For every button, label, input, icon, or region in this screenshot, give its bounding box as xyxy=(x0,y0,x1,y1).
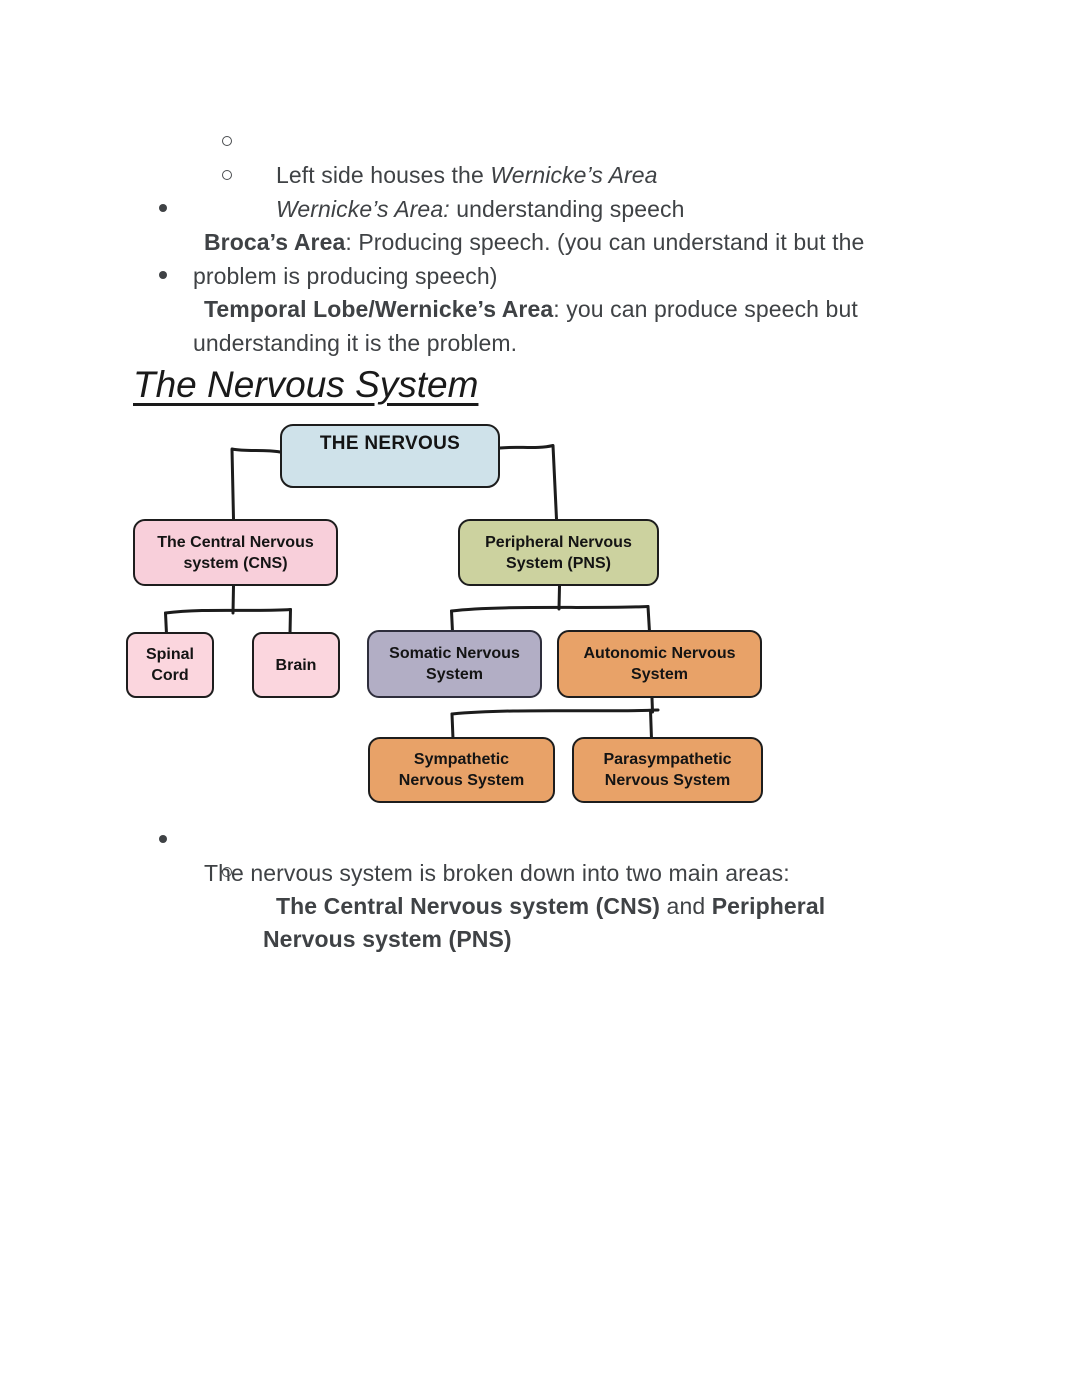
note-line-cns-pns-wrap xyxy=(237,888,512,990)
box-label-line2: System xyxy=(426,666,483,683)
diagram-box-brain xyxy=(252,632,340,698)
box-label-line1: Sympathetic xyxy=(413,751,510,768)
box-label-line1: Somatic Nervous xyxy=(389,645,520,662)
connector-pns-to-autonomic xyxy=(648,607,650,633)
note-text: The nervous system is broken down into two main areas: xyxy=(203,860,790,886)
connector-cns-bracket xyxy=(166,610,291,614)
note-text-bold: Nervous system (PNS) xyxy=(262,926,512,952)
note-text-italic: Wernicke’s Area xyxy=(490,162,658,188)
diagram-box-the-nervous xyxy=(280,424,500,488)
diagram-box-cns xyxy=(133,519,338,586)
disc-bullet-icon xyxy=(159,835,167,843)
box-label-line2: System (PNS) xyxy=(506,554,611,572)
box-label-line2: System xyxy=(631,666,688,683)
box-label-line1: Autonomic Nervous xyxy=(583,645,736,662)
note-text: : Producing speech. (you can understand it but the xyxy=(345,229,865,255)
circle-bullet-icon xyxy=(222,136,232,146)
connector-to-sympathetic xyxy=(452,714,453,739)
note-text: : you can produce speech but xyxy=(553,296,858,322)
connector-cns-to-brain xyxy=(290,610,291,635)
note-text: understanding speech xyxy=(449,196,685,222)
connector-autonomic-bracket xyxy=(452,710,658,714)
note-text-bold: Temporal Lobe/Wernicke’s Area xyxy=(203,296,554,322)
connector-cns-to-spinal xyxy=(166,613,167,634)
connector-root-to-cns xyxy=(232,449,280,519)
diagram-box-autonomic xyxy=(557,630,762,698)
connector-root-to-pns xyxy=(500,446,557,520)
box-label-line1: The Central Nervous xyxy=(157,533,314,551)
diagram-box-sympathetic xyxy=(368,737,555,803)
box-label-line1: Spinal xyxy=(145,646,194,663)
diagram-box-pns xyxy=(458,519,659,586)
connector-to-parasympathetic xyxy=(651,711,652,740)
diagram-box-parasympathetic xyxy=(572,737,763,803)
nervous-system-diagram xyxy=(0,420,820,820)
disc-bullet-icon xyxy=(159,271,167,279)
box-label-line2: system (CNS) xyxy=(183,554,288,572)
disc-bullet-icon xyxy=(159,204,167,212)
note-text-bold: Peripheral xyxy=(711,893,826,919)
box-label-line2: Cord xyxy=(151,667,189,684)
diagram-box-somatic xyxy=(367,630,542,698)
diagram-box-spinal-cord xyxy=(126,632,214,698)
note-text: problem is producing speech) xyxy=(192,263,498,289)
box-label-line1: Parasympathetic xyxy=(603,751,732,768)
box-label: Brain xyxy=(275,656,317,674)
connector-pns-to-somatic xyxy=(452,611,453,632)
note-text: understanding it is the problem. xyxy=(192,330,518,356)
box-label-line2: Nervous System xyxy=(604,772,731,789)
circle-bullet-icon xyxy=(222,170,232,180)
circle-bullet-icon xyxy=(222,867,232,877)
connector-pns-bracket xyxy=(452,607,649,612)
connector-pns-stub xyxy=(559,586,560,609)
note-text-bold: Broca’s Area xyxy=(203,229,346,255)
note-text: Left side houses the xyxy=(275,162,491,188)
box-label-line2: Nervous System xyxy=(398,772,525,789)
box-label: THE NERVOUS xyxy=(319,433,461,454)
note-text-italic: Wernicke’s Area: xyxy=(275,196,450,222)
section-heading: The Nervous System xyxy=(133,364,479,405)
note-text-bold: The Central Nervous system (CNS) xyxy=(275,893,661,919)
note-text: and xyxy=(660,893,712,919)
box-label-line1: Peripheral Nervous xyxy=(485,533,632,551)
